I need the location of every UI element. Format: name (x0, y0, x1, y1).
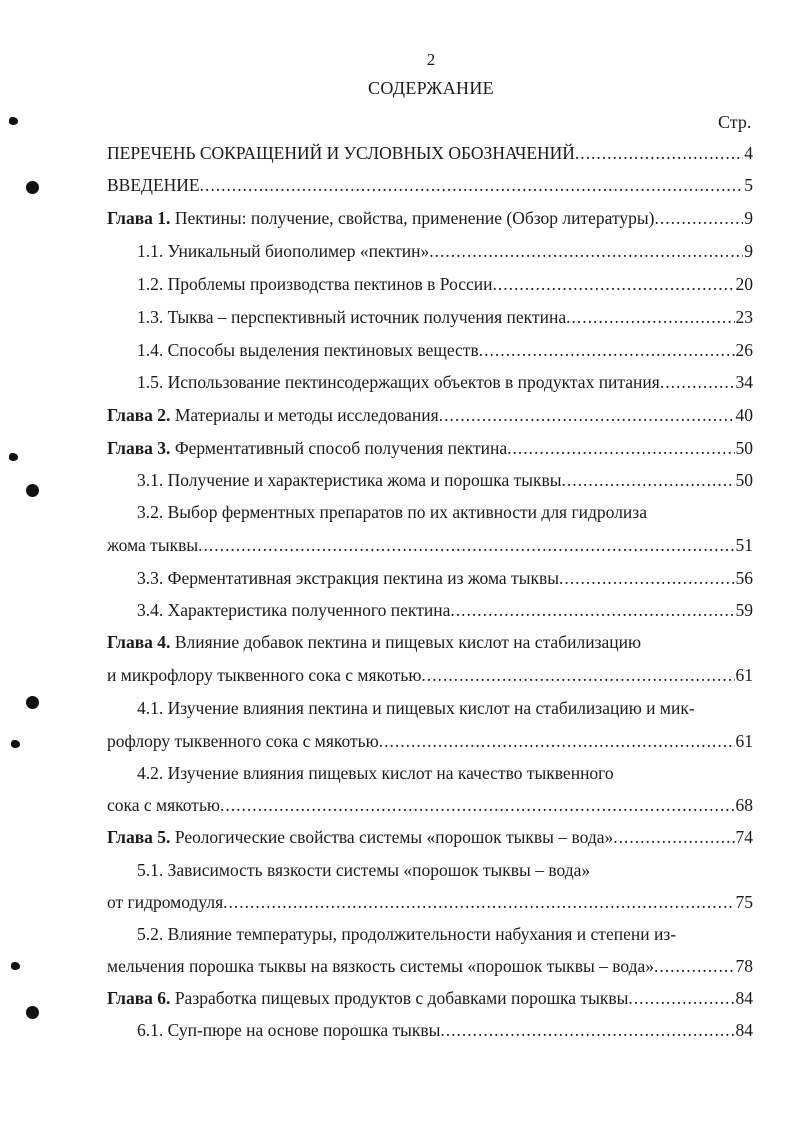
toc-entry-section-1-4[interactable] (137, 339, 753, 361)
toc-entry-section-1-3[interactable] (137, 306, 753, 328)
toc-entry-section-6-1[interactable] (137, 1019, 753, 1041)
toc-entry-text: 1.3. Тыква – перспективный источник получения пектина (137, 307, 567, 327)
toc-entry-chapter-6[interactable] (107, 987, 753, 1009)
toc-entry-text: жома тыквы (107, 535, 199, 555)
toc-entry-chapter-1[interactable] (107, 207, 753, 229)
toc-leader-dots (575, 142, 743, 164)
toc-page-number: 50 (735, 438, 753, 458)
toc-entry-section-5-1-line1[interactable]: 5.1. Зависимость вязкости системы «порошок тыквы – вода» (137, 860, 591, 880)
chapter-title: Пектины: получение, свойства, применение (Обзор литературы) (170, 208, 655, 228)
page-number: 2 (426, 50, 436, 69)
toc-entry-text: 6.1. Суп-пюре на основе порошка тыквы (137, 1020, 441, 1040)
toc-page-number: 50 (735, 470, 753, 490)
toc-entry-section-4-2[interactable] (107, 794, 753, 816)
toc-leader-dots (200, 174, 744, 196)
toc-leader-dots (660, 371, 735, 393)
toc-entry-section-1-5[interactable] (137, 371, 753, 393)
toc-entry-text (107, 207, 655, 229)
toc-page-number: 51 (735, 535, 753, 555)
toc-page-number: 9 (744, 208, 753, 228)
toc-entry-text: от гидромодуля (107, 892, 224, 912)
chapter-label: Глава 5. (107, 827, 171, 847)
toc-entry-section-5-2[interactable] (107, 955, 753, 977)
toc-entry-abbreviations[interactable] (107, 142, 753, 164)
toc-page-number: 40 (735, 405, 753, 425)
toc-entry-text (107, 437, 507, 459)
toc-entry-section-4-1-line1[interactable]: 4.1. Изучение влияния пектина и пищевых кислот на стабилизацию и мик- (137, 698, 695, 718)
toc-entry-introduction[interactable] (107, 174, 753, 196)
toc-entry-section-3-4[interactable] (137, 599, 753, 621)
binder-hole (26, 181, 39, 194)
scan-speck (9, 453, 18, 461)
toc-page-number: 20 (735, 274, 753, 294)
page-title: СОДЕРЖАНИЕ (368, 78, 494, 98)
toc-entry-chapter-5[interactable] (107, 826, 753, 848)
toc-entry-section-1-2[interactable] (137, 273, 753, 295)
toc-leader-dots (223, 891, 734, 913)
chapter-title: Материалы и методы исследования (170, 405, 439, 425)
toc-leader-dots (440, 1019, 734, 1041)
toc-entry-text: ПЕРЕЧЕНЬ СОКРАЩЕНИЙ И УСЛОВНЫХ ОБОЗНАЧЕНИЙ (107, 143, 575, 163)
toc-entry-text: и микрофлору тыквенного сока с мякотью (107, 665, 422, 685)
toc-entry-section-3-2-line1[interactable]: 3.2. Выбор ферментных препаратов по их активности для гидролиза (137, 502, 647, 522)
chapter-title: Ферментативный способ получения пектина (170, 438, 508, 458)
toc-entry-text (107, 826, 613, 848)
toc-entry-text: 3.3. Ферментативная экстракция пектина из жома тыквы (137, 568, 559, 588)
toc-page-number: 5 (744, 175, 753, 195)
toc-page-number: 34 (735, 372, 753, 392)
toc-leader-dots (628, 987, 734, 1009)
toc-page-number: 78 (735, 956, 753, 976)
toc-page-number: 74 (735, 827, 753, 847)
toc-entry-section-4-2-line1[interactable]: 4.2. Изучение влияния пищевых кислот на качество тыквенного (137, 763, 614, 783)
toc-entry-text (107, 987, 628, 1009)
toc-page-number: 23 (735, 307, 753, 327)
toc-leader-dots (479, 339, 735, 361)
toc-page-number: 61 (735, 665, 753, 685)
toc-entry-chapter-3[interactable] (107, 437, 753, 459)
toc-entry-text: рофлору тыквенного сока с мякотью (107, 731, 379, 751)
toc-leader-dots (655, 207, 744, 229)
toc-page-number: 56 (735, 568, 753, 588)
chapter-label: Глава 2. (107, 405, 171, 425)
chapter-title: Разработка пищевых продуктов с добавками порошка тыквы (170, 988, 629, 1008)
toc-leader-dots (379, 730, 735, 752)
toc-leader-dots (566, 306, 734, 328)
toc-leader-dots (562, 469, 735, 491)
chapter-label: Глава 6. (107, 988, 171, 1008)
chapter-title: Реологические свойства системы «порошок тыквы – вода» (170, 827, 614, 847)
scan-speck (9, 117, 18, 125)
toc-leader-dots (559, 567, 735, 589)
toc-entry-text: мельчения порошка тыквы на вязкость системы «порошок тыквы – вода» (107, 956, 655, 976)
toc-entry-section-3-2[interactable] (107, 534, 753, 556)
toc-entry-section-4-1[interactable] (107, 730, 753, 752)
toc-page-number: 75 (735, 892, 753, 912)
toc-leader-dots (507, 437, 734, 459)
chapter-title: Влияние добавок пектина и пищевых кислот на стабилизацию (170, 632, 642, 652)
toc-entry-chapter-4-line1[interactable] (107, 631, 641, 653)
chapter-label: Глава 3. (107, 438, 171, 458)
toc-entry-chapter-4[interactable] (107, 664, 753, 686)
scan-speck (11, 740, 20, 748)
toc-leader-dots (450, 599, 734, 621)
toc-page-number: 59 (735, 600, 753, 620)
toc-leader-dots (421, 664, 734, 686)
toc-entry-text: 1.2. Проблемы производства пектинов в России (137, 274, 493, 294)
toc-entry-text: 1.4. Способы выделения пектиновых веществ (137, 340, 479, 360)
toc-entry-chapter-2[interactable] (107, 404, 753, 426)
binder-hole (26, 1006, 39, 1019)
toc-page-number: 9 (744, 241, 753, 261)
toc-leader-dots (220, 794, 735, 816)
toc-entry-text (107, 404, 439, 426)
binder-hole (26, 484, 39, 497)
toc-entry-text: ВВЕДЕНИЕ (107, 175, 200, 195)
toc-leader-dots (198, 534, 734, 556)
toc-page-number: 26 (735, 340, 753, 360)
toc-entry-text: 3.4. Характеристика полученного пектина (137, 600, 451, 620)
toc-entry-section-1-1[interactable] (137, 240, 753, 262)
toc-entry-text: сока с мякотью (107, 795, 220, 815)
chapter-label: Глава 4. (107, 632, 171, 652)
toc-entry-section-3-1[interactable] (137, 469, 753, 491)
page-column-label: Стр. (718, 112, 752, 132)
toc-entry-section-5-1[interactable] (107, 891, 753, 913)
toc-page-number: 61 (735, 731, 753, 751)
toc-page-number: 4 (744, 143, 753, 163)
toc-leader-dots (493, 273, 735, 295)
toc-page-number: 68 (735, 795, 753, 815)
toc-page-number: 84 (735, 988, 753, 1008)
toc-entry-text: 1.1. Уникальный биополимер «пектин» (137, 241, 430, 261)
scan-speck (11, 962, 20, 970)
toc-entry-section-3-3[interactable] (137, 567, 753, 589)
toc-leader-dots (613, 826, 734, 848)
chapter-label: Глава 1. (107, 208, 171, 228)
toc-entry-text: 1.5. Использование пектинсодержащих объектов в продуктах питания (137, 372, 660, 392)
binder-hole (26, 696, 39, 709)
toc-entry-text: 3.1. Получение и характеристика жома и порошка тыквы (137, 470, 562, 490)
toc-page-number: 84 (735, 1020, 753, 1040)
toc-leader-dots (439, 404, 735, 426)
toc-leader-dots (429, 240, 743, 262)
toc-leader-dots (654, 955, 734, 977)
toc-entry-section-5-2-line1[interactable]: 5.2. Влияние температуры, продолжительности набухания и степени из- (137, 924, 677, 944)
